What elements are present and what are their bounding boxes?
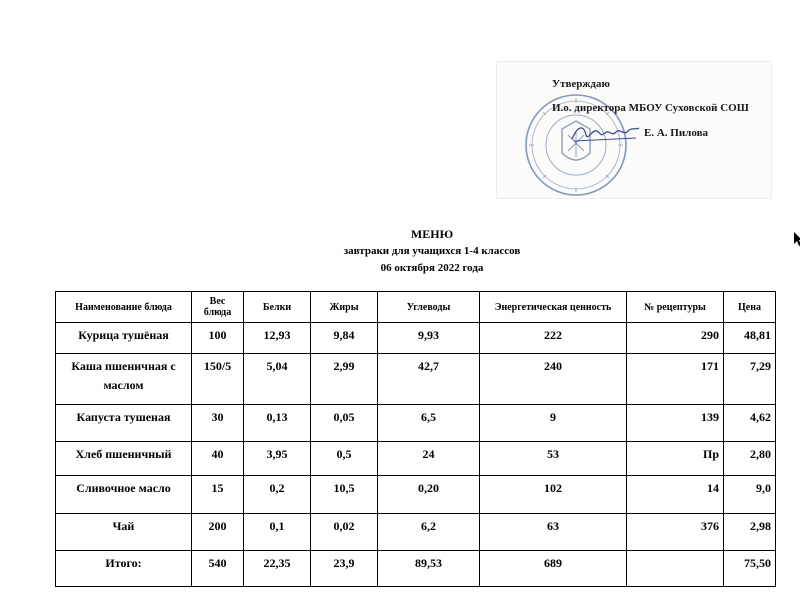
- column-header-recipe: № рецептуры: [627, 292, 724, 323]
- total-fat: 23,9: [311, 551, 378, 587]
- approval-stamp-block: [496, 61, 772, 199]
- total-weight: 540: [192, 551, 244, 587]
- menu-date: 06 октября 2022 года: [380, 262, 484, 274]
- mouse-cursor-icon: [794, 232, 800, 246]
- dish-energy: 240: [480, 354, 627, 405]
- table-row: [56, 354, 776, 405]
- dish-price: 9,0: [724, 476, 776, 514]
- director-name: Е. А. Пилова: [644, 127, 709, 139]
- table-row: [56, 514, 776, 551]
- dish-carbs: 6,5: [378, 405, 480, 442]
- dish-price: 2,80: [724, 442, 776, 476]
- table-row: [56, 442, 776, 476]
- dish-name: Хлеб пшеничный: [56, 442, 192, 476]
- dish-protein: 0,1: [244, 514, 311, 551]
- dish-recipe: 14: [627, 476, 724, 514]
- table-header-row: [56, 292, 776, 323]
- column-header-name: Наименование блюда: [56, 292, 192, 323]
- dish-fat: 0,02: [311, 514, 378, 551]
- menu-table: [55, 291, 776, 587]
- dish-recipe: 290: [627, 323, 724, 354]
- table-row: [56, 405, 776, 442]
- column-header-fat: Жиры: [311, 292, 378, 323]
- dish-price: 4,62: [724, 405, 776, 442]
- dish-energy: 9: [480, 405, 627, 442]
- dish-energy: 222: [480, 323, 627, 354]
- table-row: [56, 476, 776, 514]
- dish-carbs: 6,2: [378, 514, 480, 551]
- dish-name: Капуста тушеная: [56, 405, 192, 442]
- dish-recipe: 376: [627, 514, 724, 551]
- dish-protein: 3,95: [244, 442, 311, 476]
- dish-name: Каша пшеничная с маслом: [56, 354, 192, 405]
- dish-protein: 5,04: [244, 354, 311, 405]
- dish-recipe: 171: [627, 354, 724, 405]
- column-header-carbs: Углеводы: [378, 292, 480, 323]
- dish-carbs: 0,20: [378, 476, 480, 514]
- dish-price: 7,29: [724, 354, 776, 405]
- dish-fat: 0,5: [311, 442, 378, 476]
- column-header-protein: Белки: [244, 292, 311, 323]
- dish-fat: 0,05: [311, 405, 378, 442]
- dish-name: Чай: [56, 514, 192, 551]
- dish-price: 2,98: [724, 514, 776, 551]
- dish-name: Сливочное масло: [56, 476, 192, 514]
- menu-subtitle: завтраки для учащихся 1-4 классов: [343, 245, 521, 257]
- menu-title: МЕНЮ: [410, 227, 454, 241]
- dish-weight: 150/5: [192, 354, 244, 405]
- dish-carbs: 42,7: [378, 354, 480, 405]
- total-label: Итого:: [56, 551, 192, 587]
- dish-energy: 63: [480, 514, 627, 551]
- column-header-weight: Вес блюда: [192, 292, 244, 323]
- dish-energy: 53: [480, 442, 627, 476]
- dish-fat: 9,84: [311, 323, 378, 354]
- dish-weight: 15: [192, 476, 244, 514]
- dish-carbs: 9,93: [378, 323, 480, 354]
- dish-recipe: 139: [627, 405, 724, 442]
- total-recipe: [627, 551, 724, 587]
- dish-weight: 100: [192, 323, 244, 354]
- dish-weight: 200: [192, 514, 244, 551]
- dish-weight: 40: [192, 442, 244, 476]
- total-energy: 689: [480, 551, 627, 587]
- dish-carbs: 24: [378, 442, 480, 476]
- dish-recipe: Пр: [627, 442, 724, 476]
- dish-weight: 30: [192, 405, 244, 442]
- approver-position: И.о. директора МБОУ Суховской СОШ: [552, 102, 749, 114]
- column-header-price: Цена: [724, 292, 776, 323]
- dish-name: Курица тушёная: [56, 323, 192, 354]
- dish-protein: 0,13: [244, 405, 311, 442]
- dish-energy: 102: [480, 476, 627, 514]
- total-protein: 22,35: [244, 551, 311, 587]
- signature-icon: [570, 121, 640, 143]
- approval-label: Утверждаю: [552, 78, 610, 90]
- total-price: 75,50: [724, 551, 776, 587]
- dish-fat: 2,99: [311, 354, 378, 405]
- table-row: [56, 323, 776, 354]
- dish-price: 48,81: [724, 323, 776, 354]
- dish-protein: 0,2: [244, 476, 311, 514]
- dish-fat: 10,5: [311, 476, 378, 514]
- table-row-total: [56, 551, 776, 587]
- total-carbs: 89,53: [378, 551, 480, 587]
- dish-protein: 12,93: [244, 323, 311, 354]
- column-header-energy: Энергетическая ценность: [480, 292, 627, 323]
